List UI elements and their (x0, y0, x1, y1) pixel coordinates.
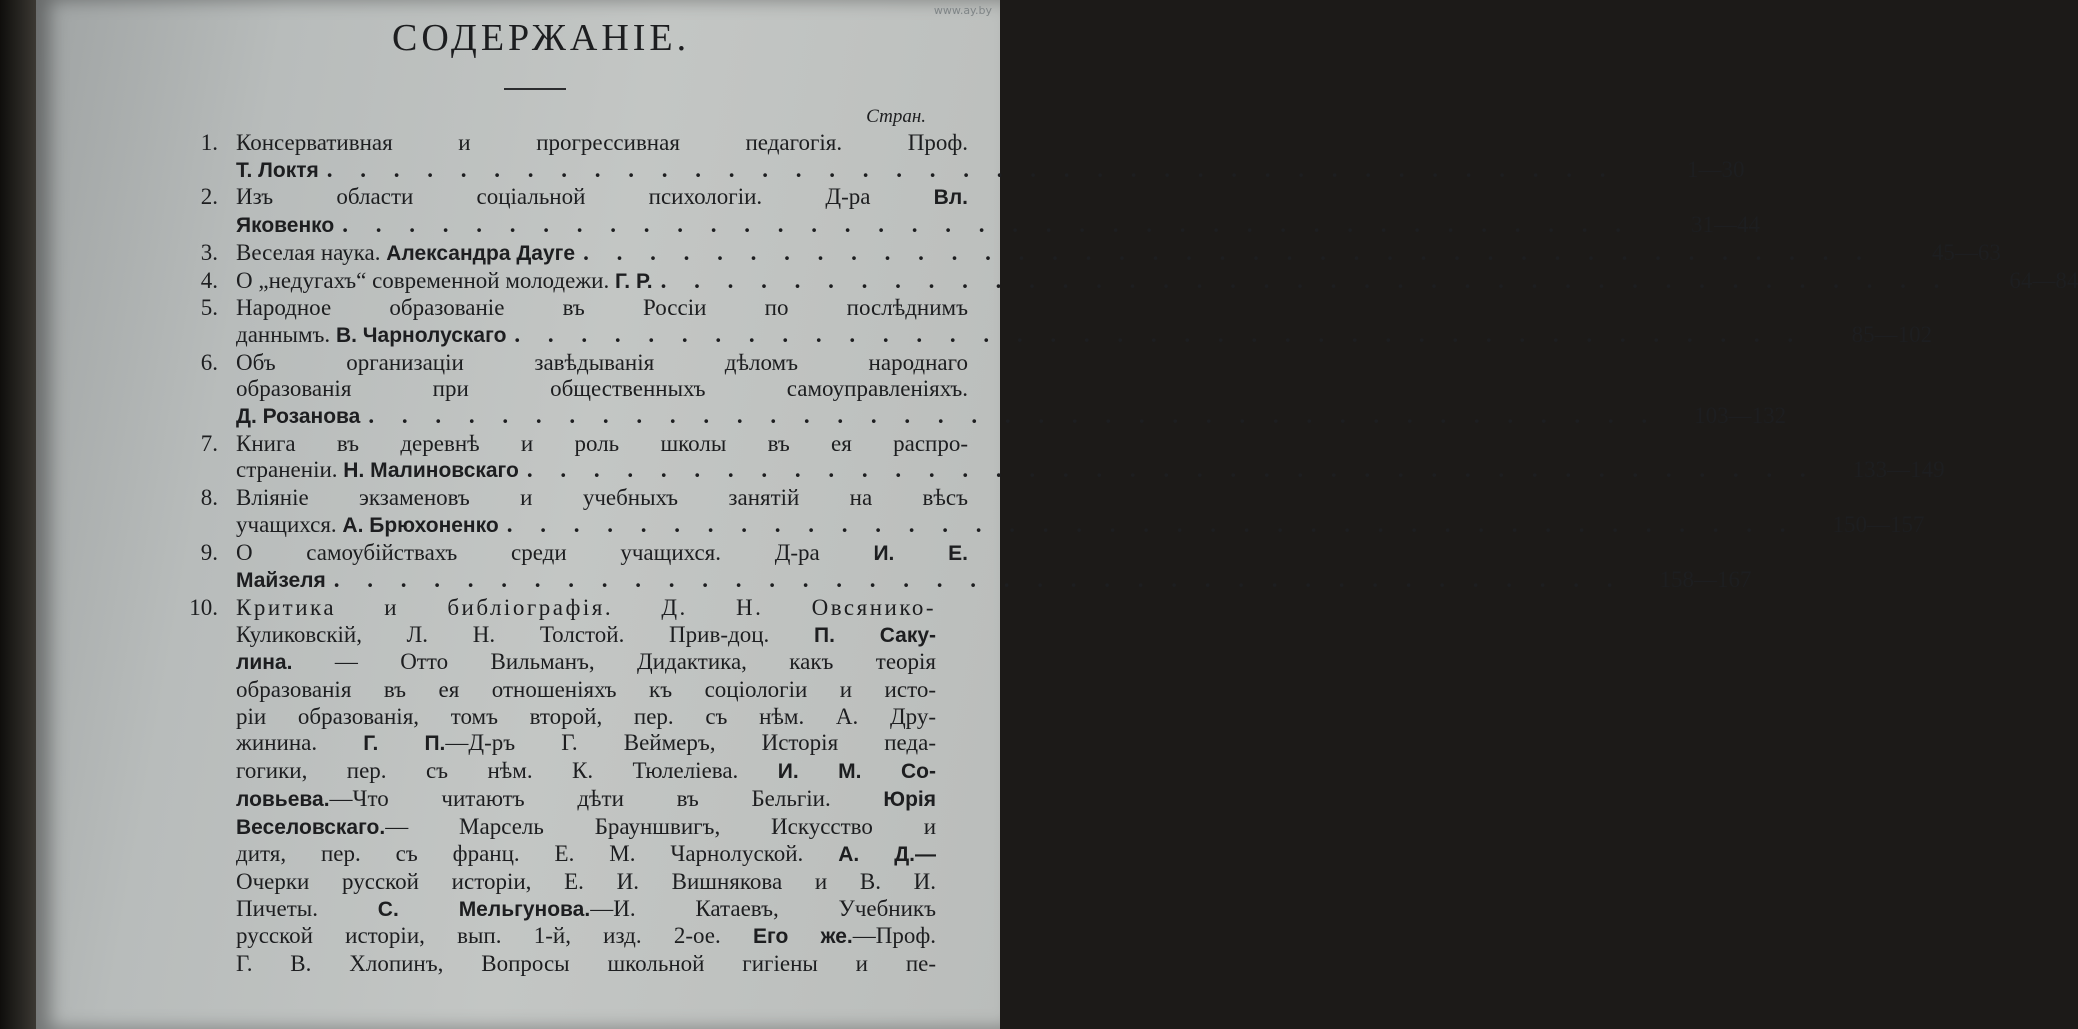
entry-text-line: Очерки русской исторіи, Е. И. Вишнякова и В. И. (236, 868, 936, 894)
entry-last-line (236, 156, 1745, 185)
toc-entry (156, 485, 1925, 539)
entry-title-text: Изъ области соціальной психологіи. Д-ра (236, 184, 871, 210)
entry-author: Майзеля (236, 569, 326, 593)
entry-pages: 150—157 (1832, 511, 1925, 537)
entry-title-line: Народное образованіе въ Россіи по послѣднимъ (236, 295, 968, 321)
entry-title-line: Объ организаціи завѣдыванія дѣломъ народнаго (236, 349, 968, 375)
entry-text-line (236, 730, 936, 758)
entry-pages: 133—149 (1852, 457, 1945, 483)
entry-text: Куликовскій, Л. Н. Толстой. Прив-доц. (236, 621, 770, 647)
entry-last-line (236, 321, 1933, 350)
entry-author: Г. П. (363, 732, 446, 756)
entry-text: жинина. (236, 730, 318, 756)
toc-entry (156, 539, 1752, 595)
entry-pages: 1—30 (1687, 156, 1745, 182)
entry-text-line (236, 814, 936, 842)
entry-text-line (236, 622, 936, 650)
entry-number: 2. (200, 184, 218, 210)
entry-author: Александра Дауге (386, 241, 576, 265)
dot-leader: . . . . . . . . . . . . . . . . . . . . . . . . . . . . . . . . . . . . . . . (506, 511, 1797, 537)
title-divider (504, 88, 566, 90)
entry-author: Юрія (883, 787, 936, 811)
entry-text: — Марсель Брауншвигъ, Искусство и (385, 813, 936, 839)
toc-entry (156, 430, 1945, 485)
toc-entry-critique (156, 595, 936, 978)
entry-text: —И. Катаевъ, Учебникъ (590, 895, 936, 921)
entry-last-line (236, 567, 1752, 595)
entry-title-line: Консервативная и прогрессивная педагогія. Проф. (236, 130, 968, 155)
entry-number: 3. (200, 239, 218, 265)
watermark: www.ay.by (933, 4, 992, 17)
dot-leader: . . . . . . . . . . . . . . . . . . . . . . . . . . . . . . . . . . . . . . . (368, 403, 1659, 429)
entry-author: Вл. (933, 186, 969, 210)
toc-entry (156, 295, 1933, 349)
entry-title-text: страненіи. (236, 457, 338, 483)
entry-number: 1. (200, 130, 218, 155)
entry-last-line (236, 267, 2078, 296)
entry-last-line (236, 403, 1787, 431)
entry-title-text: учащихся. (236, 511, 337, 537)
entry-text-line (236, 896, 936, 924)
entry-number: 8. (200, 485, 218, 511)
book-page (36, 0, 2078, 1029)
book-binding (0, 0, 38, 1029)
dot-leader: . . . . . . . . . . . . . . . . . . . . . . . . . . . . . . . . . . . . . . . (583, 239, 1873, 265)
entry-last-line (236, 511, 1925, 540)
entry-number: 10. (189, 594, 218, 620)
entry-author: А. Д.— (838, 843, 936, 867)
entry-text: гогики, пер. съ нѣм. К. Тюлеліева. (236, 758, 739, 784)
entry-title-line: Книга въ деревнѣ и роль школы въ ея распро- (236, 430, 968, 456)
entry-author: Г. Р. (615, 269, 653, 293)
entry-text-line (236, 758, 936, 786)
entry-number: 5. (200, 295, 218, 321)
entry-number: 6. (200, 349, 218, 375)
entry-text-line: образованія въ ея отношеніяхъ къ соціологіи и исто- (236, 677, 936, 703)
entry-number: 7. (200, 430, 218, 456)
entry-author: И. Е. (873, 541, 968, 565)
entry-author: И. М. Со- (777, 760, 936, 784)
entry-text: —Проф. (852, 923, 937, 949)
entry-title-text: Веселая наука. (236, 239, 381, 265)
entry-pages: 45—63 (1931, 239, 2001, 265)
entry-text-line (236, 786, 936, 814)
table-of-contents (156, 130, 2078, 978)
entry-author: А. Брюхоненко (342, 513, 499, 537)
dot-leader: . . . . . . . . . . . . . . . . . . . . . . . . . . . . . . . . . . . . . . . (526, 457, 1817, 483)
entry-author: Д. Розанова (236, 405, 361, 429)
entry-pages: 103—132 (1694, 403, 1787, 429)
toc-entry (156, 184, 1760, 239)
entry-text-line: ріи образованія, томъ второй, пер. съ нѣм. А. Дру- (236, 703, 936, 729)
entry-title-text: даннымъ. (236, 321, 331, 347)
entry-title-line (236, 184, 968, 212)
entry-pages: 158—167 (1659, 567, 1752, 593)
entry-title-line: образованія при общественныхъ самоуправленіяхъ. (236, 376, 968, 402)
dot-leader: . . . . . . . . . . . . . . . . . . . . . . . . . . . . . . . . . . . . . . . (333, 567, 1624, 593)
toc-entry (156, 349, 1787, 431)
dot-leader: . . . . . . . . . . . . . . . . . . . . . . . . . . . . . . . . . . . . . . . (514, 321, 1805, 347)
entry-author: лина. (236, 651, 293, 675)
entry-author: Веселовскаго. (236, 815, 386, 839)
entry-title-line: Критика и библіографія. Д. Н. Овсянико- (236, 594, 936, 620)
toc-entry (156, 267, 2078, 296)
toc-entry (156, 239, 2001, 268)
entry-author: Н. Малиновскаго (343, 459, 519, 483)
entry-text-line: Г. В. Хлопинъ, Вопросы школьной гигіены и пе- (236, 951, 936, 977)
entry-title-line (236, 540, 968, 568)
entry-text: —Что читаютъ дѣти въ Бельгіи. (329, 785, 831, 811)
entry-author: Яковенко (236, 214, 335, 238)
entry-text: —Д-ръ Г. Веймеръ, Исторія педа- (445, 730, 937, 756)
entry-text-line (236, 649, 936, 677)
dot-leader: . . . . . . . . . . . . . . . . . . . . . . . . . . . . . . . . . . . . . . . (660, 267, 1951, 293)
entry-text: Пичеты. (236, 895, 318, 921)
dot-leader: . . . . . . . . . . . . . . . . . . . . . . . . . . . . . . . . . . . . . . . (342, 212, 1632, 238)
pages-column-header: Стран. (866, 106, 926, 127)
entry-title-text: О „недугахъ“ современной молодежи. (236, 267, 610, 293)
entry-pages: 64—84 (2009, 267, 2078, 293)
entry-text-line (236, 841, 936, 869)
entry-pages: 85—102 (1851, 321, 1933, 347)
entry-author: Т. Локтя (236, 158, 319, 182)
entry-number: 4. (200, 267, 218, 293)
entry-author: В. Чарнолускаго (335, 323, 507, 347)
entry-pages: 31—44 (1690, 212, 1760, 238)
entry-number: 9. (200, 539, 218, 565)
page-title: СОДЕРЖАНІЕ. (392, 17, 691, 59)
entry-author: Его же. (753, 925, 853, 949)
entry-text: русской исторіи, вып. 1-й, изд. 2-ое. (236, 923, 721, 949)
entry-author: ловьева. (236, 787, 330, 811)
entry-last-line (236, 212, 1760, 240)
entry-text: дитя, пер. съ франц. Е. М. Чарнолуской. (236, 841, 804, 867)
entry-last-line (236, 239, 2001, 268)
entry-author: П. Саку- (814, 623, 937, 647)
entry-text: — Отто Вильманъ, Дидактика, какъ теорія (334, 649, 937, 675)
dot-leader: . . . . . . . . . . . . . . . . . . . . . . . . . . . . . . . . . . . . . . . (326, 156, 1617, 182)
entry-title-text: О самоубійствахъ среди учащихся. Д-ра (236, 539, 820, 565)
entry-text-line (236, 923, 936, 951)
entry-title-line: Вліяніе экзаменовъ и учебныхъ занятій на вѣсъ (236, 485, 968, 511)
entry-author: С. Мельгунова. (377, 897, 591, 921)
entry-last-line (236, 457, 1945, 485)
toc-entry (156, 130, 1745, 184)
